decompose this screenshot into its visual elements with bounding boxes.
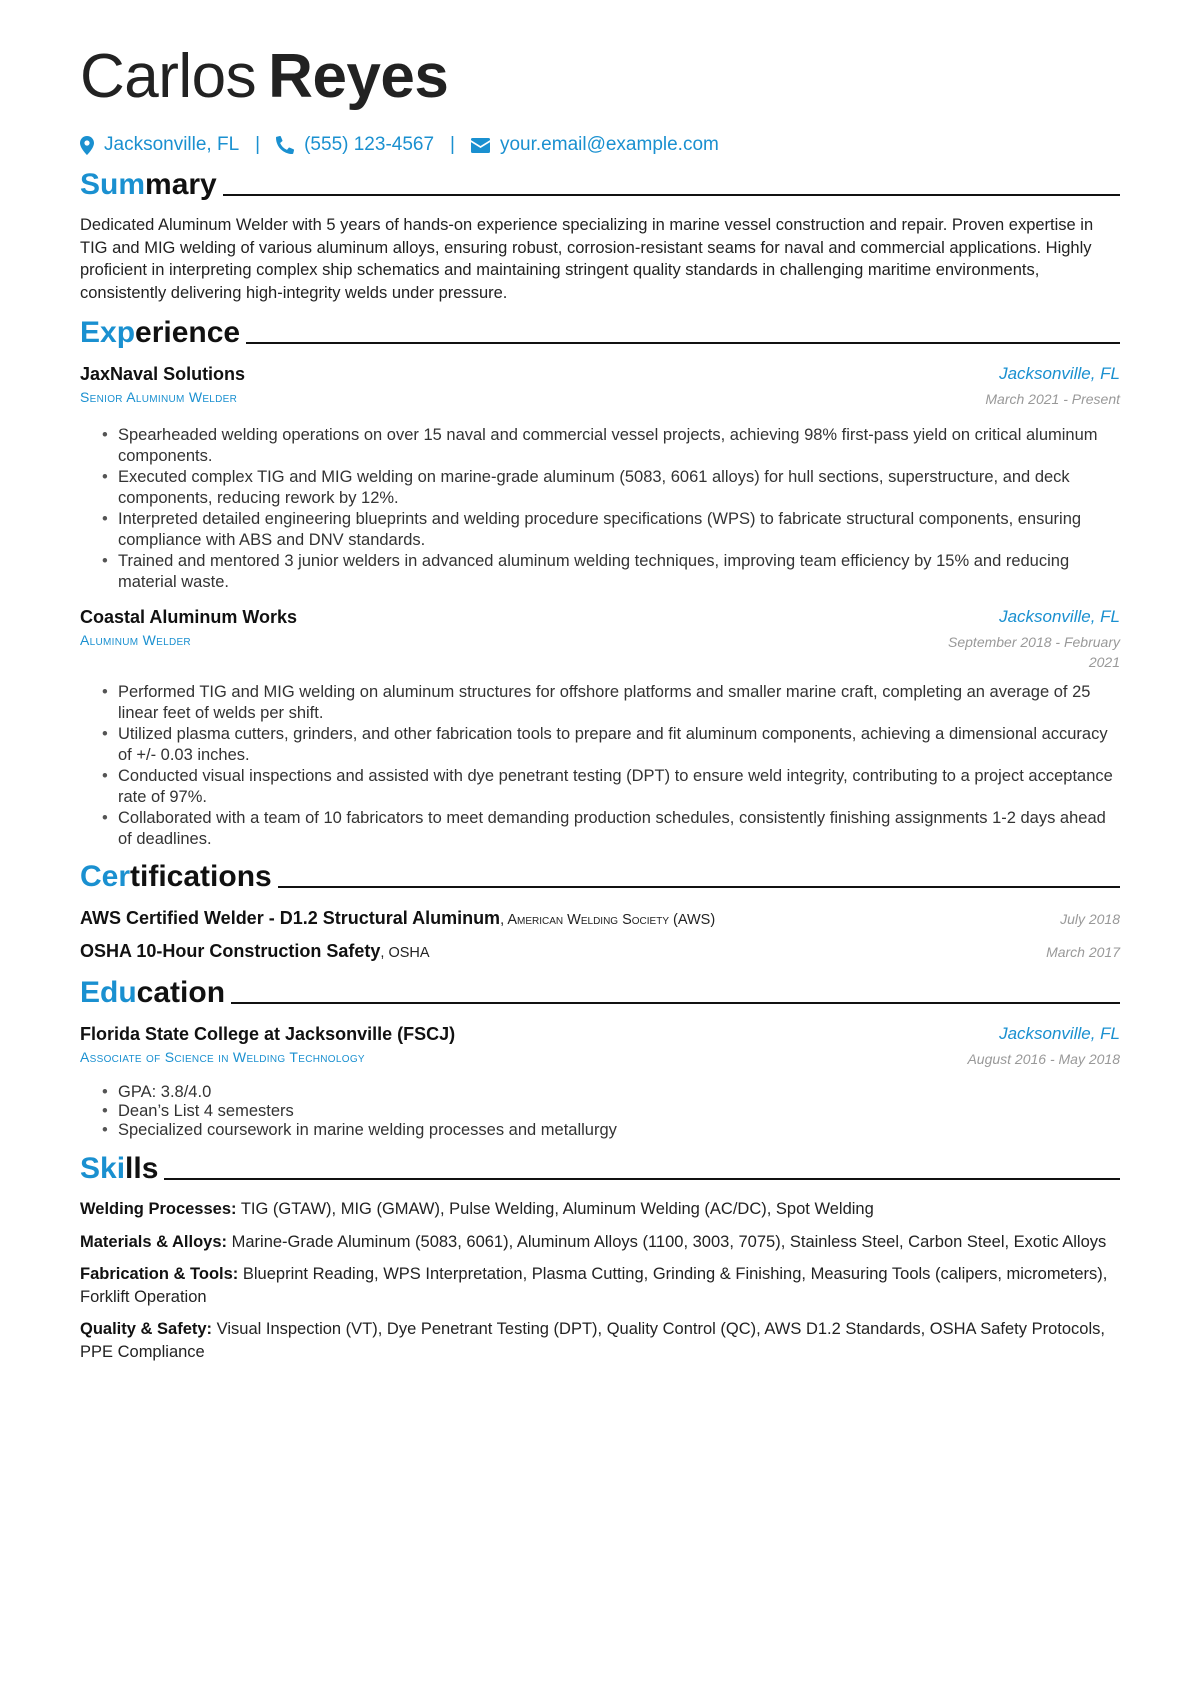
skills-heading xyxy=(80,1154,1120,1184)
job-entry xyxy=(80,607,1120,850)
skill-group xyxy=(80,1263,1120,1308)
degree: Associate of Science in Welding Technology xyxy=(80,1049,365,1065)
email-text: your.email@example.com xyxy=(499,134,719,155)
title-accent: Cer xyxy=(80,860,131,893)
phone-text: (555) 123-4567 xyxy=(304,134,435,155)
map-pin-icon xyxy=(80,136,94,155)
skill-value: Visual Inspection (VT), Dye Penetrant Testing (DPT), Quality Control (QC), AWS D1.2 Standards, OSHA Safety Protocols, PPE Compliance xyxy=(80,1320,1105,1361)
first-name: Carlos xyxy=(80,42,257,111)
section-rule xyxy=(164,1178,1120,1180)
list-item: • Utilized plasma cutters, grinders, and other fabrication tools to prepare and fit aluminum components, achieving a dimensional accuracy of +/- 0.03 inches. xyxy=(80,724,1120,766)
resume-content xyxy=(80,40,1120,1363)
summary-heading xyxy=(80,170,1120,200)
title-rest: cation xyxy=(136,976,226,1009)
title-accent: Ski xyxy=(80,1152,126,1185)
certification-issuer: American Welding Society (AWS) xyxy=(507,912,716,928)
company-name: Coastal Aluminum Works xyxy=(80,607,298,627)
company-name: JaxNaval Solutions xyxy=(80,364,246,384)
job-entry xyxy=(80,364,1120,593)
section-rule xyxy=(223,194,1120,196)
skill-label: Quality & Safety: xyxy=(80,1320,213,1338)
experience-heading xyxy=(80,318,1120,348)
skill-group xyxy=(80,1231,1120,1254)
job-location: Jacksonville, FL xyxy=(999,364,1120,383)
skill-label: Materials & Alloys: xyxy=(80,1232,228,1251)
title-rest: erience xyxy=(135,316,241,349)
certification-title: AWS Certified Welder - D1.2 Structural Aluminum xyxy=(80,908,501,928)
certification-date: March 2017 xyxy=(1046,944,1120,960)
education-dates: August 2016 - May 2018 xyxy=(967,1051,1120,1067)
phone-icon xyxy=(276,136,294,154)
skill-value: Blueprint Reading, WPS Interpretation, Plasma Cutting, Grinding & Finishing, Measuring Tools (calipers, micrometers), Forklift Operation xyxy=(80,1265,1108,1306)
job-dates: March 2021 - Present xyxy=(985,391,1120,407)
job-bullets xyxy=(80,682,1120,850)
location-text: Jacksonville, FL xyxy=(104,134,240,155)
section-title xyxy=(80,170,217,200)
section-title xyxy=(80,862,272,892)
contact-email[interactable] xyxy=(471,134,719,156)
list-item: • Specialized coursework in marine welding processes and metallurgy xyxy=(80,1121,1120,1140)
certification-date: July 2018 xyxy=(1060,911,1120,927)
contact-separator: | xyxy=(450,134,455,155)
section-title xyxy=(80,318,240,348)
list-item: • Collaborated with a team of 10 fabricators to meet demanding production schedules, consistently finishing assignments 1-2 days ahead of deadlines. xyxy=(80,808,1120,850)
school-name: Florida State College at Jacksonville (FSCJ) xyxy=(80,1024,456,1044)
envelope-icon xyxy=(471,138,490,153)
job-location: Jacksonville, FL xyxy=(999,607,1120,626)
certification-title: OSHA 10-Hour Construction Safety xyxy=(80,941,381,961)
list-item: • Dean’s List 4 semesters xyxy=(80,1102,1120,1121)
skill-label: Welding Processes: xyxy=(80,1200,237,1218)
title-rest: mary xyxy=(145,168,217,201)
job-dates: September 2018 - February 2021 xyxy=(948,634,1120,670)
contact-separator: | xyxy=(255,134,261,155)
title-rest: tifications xyxy=(130,860,272,893)
certification-issuer: OSHA xyxy=(388,945,430,961)
job-role: Senior Aluminum Welder xyxy=(80,389,238,405)
certifications-heading xyxy=(80,862,1120,892)
skill-label: Fabrication & Tools: xyxy=(80,1265,239,1283)
list-item: • Executed complex TIG and MIG welding on marine-grade aluminum (5083, 6061 alloys) for hull sections, superstructure, and deck components, reducing rework by 12%. xyxy=(80,467,1120,509)
contact-location xyxy=(80,134,239,156)
list-item: • Performed TIG and MIG welding on aluminum structures for offshore platforms and smaller marine craft, completing an average of 25 linear feet of welds per shift. xyxy=(80,682,1120,724)
title-rest: lls xyxy=(125,1152,159,1185)
title-accent: Edu xyxy=(80,976,137,1009)
job-role: Aluminum Welder xyxy=(80,632,191,648)
skill-value: TIG (GTAW), MIG (GMAW), Pulse Welding, Aluminum Welding (AC/DC), Spot Welding xyxy=(240,1200,874,1218)
education-entry xyxy=(80,1024,1120,1140)
school-location: Jacksonville, FL xyxy=(999,1024,1120,1043)
list-item: • Spearheaded welding operations on over 15 naval and commercial vessel projects, achieving 98% first-pass yield on critical aluminum components. xyxy=(80,425,1120,467)
candidate-name xyxy=(80,42,1120,111)
job-bullets xyxy=(80,425,1120,593)
section-rule xyxy=(231,1002,1120,1004)
skill-value: Marine-Grade Aluminum (5083, 6061), Aluminum Alloys (1100, 3003, 7075), Stainless Steel, Carbon Steel, Exotic Alloys xyxy=(231,1232,1107,1251)
list-item: • Conducted visual inspections and assisted with dye penetrant testing (DPT) to ensure weld integrity, contributing to a project acceptance rate of 97%. xyxy=(80,766,1120,808)
section-rule xyxy=(278,886,1120,888)
section-rule xyxy=(246,342,1120,344)
title-accent: Sum xyxy=(80,168,146,201)
certification-item: AWS Certified Welder - D1.2 Structural Aluminum, American Welding Society (AWS) July 2018 xyxy=(80,908,1120,928)
section-title xyxy=(80,978,225,1008)
certification-item: OSHA 10-Hour Construction Safety, OSHA March 2017 xyxy=(80,941,1120,961)
section-title xyxy=(80,1154,158,1184)
skill-group xyxy=(80,1198,1120,1221)
list-item: • Trained and mentored 3 junior welders in advanced aluminum welding techniques, improving team efficiency by 15% and reducing material waste. xyxy=(80,551,1120,593)
education-heading xyxy=(80,978,1120,1008)
contact-phone[interactable] xyxy=(276,134,434,156)
education-bullets xyxy=(80,1083,1120,1140)
title-accent: Exp xyxy=(80,316,136,349)
list-item: • GPA: 3.8/4.0 xyxy=(80,1083,1120,1102)
summary-text: Dedicated Aluminum Welder with 5 years of hands-on experience specializing in marine vessel construction and repair. Proven expertise in TIG and MIG welding of various aluminum alloys, ensuring robust, corrosion-resistant seams for naval and commercial applications. Highly proficient in interpreting complex ship schematics and maintaining stringent quality standards in challenging maritime environments, consistently delivering high-integrity welds under pressure. xyxy=(80,216,1094,302)
last-name: Reyes xyxy=(268,42,449,111)
contact-line xyxy=(80,134,1120,156)
skill-group xyxy=(80,1318,1120,1363)
list-item: • Interpreted detailed engineering blueprints and welding procedure specifications (WPS) to fabricate structural components, ensuring compliance with ABS and DNV standards. xyxy=(80,509,1120,551)
